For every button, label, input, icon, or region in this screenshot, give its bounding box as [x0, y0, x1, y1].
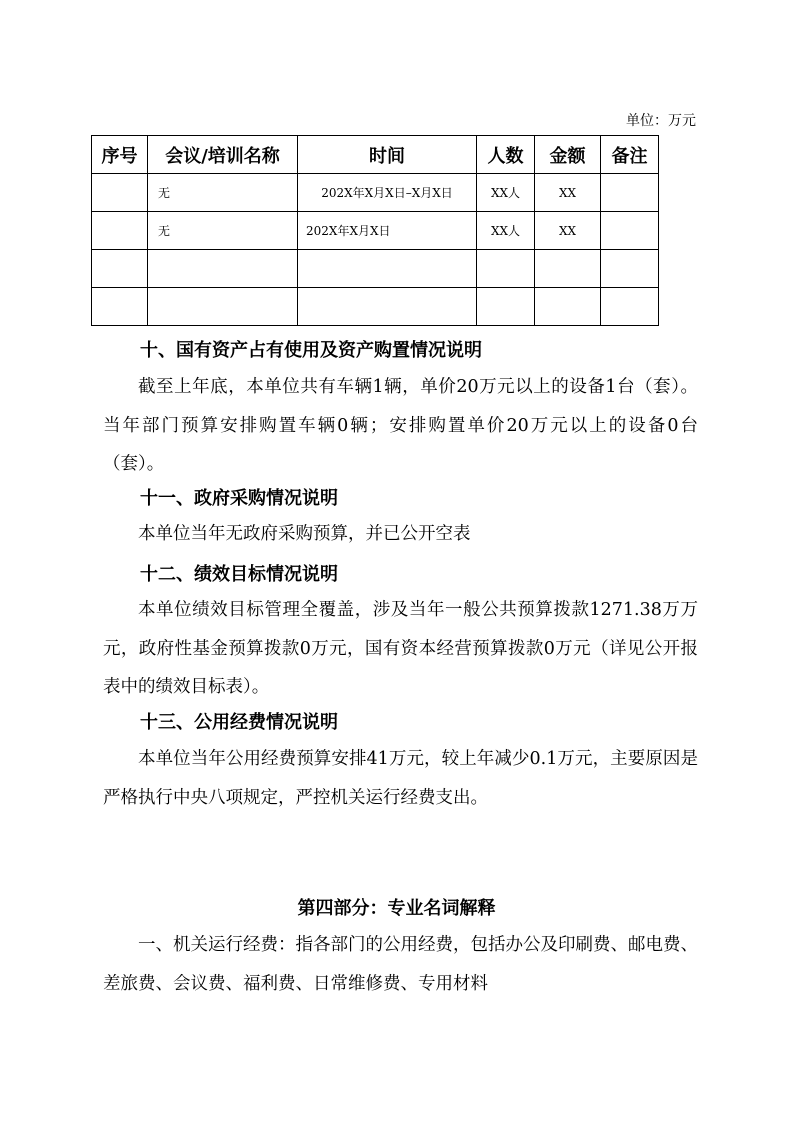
table-row — [92, 174, 659, 212]
cell-name: 无 — [148, 212, 298, 250]
header-name: 会议/培训名称 — [148, 136, 298, 174]
cell-time: 202X年X月X日–X月X日 — [298, 174, 477, 212]
cell-remark — [601, 250, 659, 288]
cell-amount: XX — [535, 212, 601, 250]
part-4-heading: 第四部分：专业名词解释 — [297, 898, 496, 919]
cell-index — [92, 212, 148, 250]
section-10-heading: 十、国有资产占有使用及资产购置情况说明 — [140, 340, 482, 361]
section-11-heading: 十一、政府采购情况说明 — [140, 488, 338, 509]
cell-index — [92, 250, 148, 288]
cell-amount — [535, 250, 601, 288]
cell-people — [477, 250, 535, 288]
meeting-training-table — [91, 135, 659, 326]
table-row — [92, 288, 659, 326]
cell-people: XX人 — [477, 174, 535, 212]
header-index: 序号 — [92, 136, 148, 174]
cell-time: 202X年X月X日 — [298, 212, 477, 250]
header-time: 时间 — [298, 136, 477, 174]
table-row — [92, 250, 659, 288]
cell-people: XX人 — [477, 212, 535, 250]
cell-remark — [601, 174, 659, 212]
section-12-body: 本单位绩效目标管理全覆盖，涉及当年一般公共预算拨款1271.38万万元，政府性基金预算拨款0万元，国有资本经营预算拨款0万元（详见公开报表中的绩效目标表）。 — [103, 600, 698, 697]
section-13-body: 本单位当年公用经费预算安排41万元，较上年减少0.1万元，主要原因是严格执行中央八项规定，严控机关运行经费支出。 — [103, 749, 698, 808]
cell-people — [477, 288, 535, 326]
cell-remark — [601, 288, 659, 326]
cell-time — [298, 288, 477, 326]
part-4-body: 一、机关运行经费：指各部门的公用经费，包括办公及印刷费、邮电费、差旅费、会议费、福利费、日常维修费、专用材料 — [103, 935, 698, 994]
header-people: 人数 — [477, 136, 535, 174]
cell-name — [148, 250, 298, 288]
section-10-body: 截至上年底，本单位共有车辆1辆，单价20万元以上的设备1台（套）。当年部门预算安排购置车辆0辆；安排购置单价20万元以上的设备0台（套）。 — [103, 377, 698, 474]
cell-time — [298, 250, 477, 288]
unit-label: 单位：万元 — [626, 113, 696, 129]
section-12-heading: 十二、绩效目标情况说明 — [140, 564, 338, 585]
cell-index — [92, 174, 148, 212]
table-row — [92, 212, 659, 250]
cell-amount: XX — [535, 174, 601, 212]
cell-amount — [535, 288, 601, 326]
cell-name: 无 — [148, 174, 298, 212]
cell-index — [92, 288, 148, 326]
header-amount: 金额 — [535, 136, 601, 174]
header-remark: 备注 — [601, 136, 659, 174]
cell-name — [148, 288, 298, 326]
cell-remark — [601, 212, 659, 250]
section-11-body: 本单位当年无政府采购预算，并已公开空表 — [138, 524, 471, 544]
table-header-row — [92, 136, 659, 174]
section-13-heading: 十三、公用经费情况说明 — [140, 712, 338, 733]
